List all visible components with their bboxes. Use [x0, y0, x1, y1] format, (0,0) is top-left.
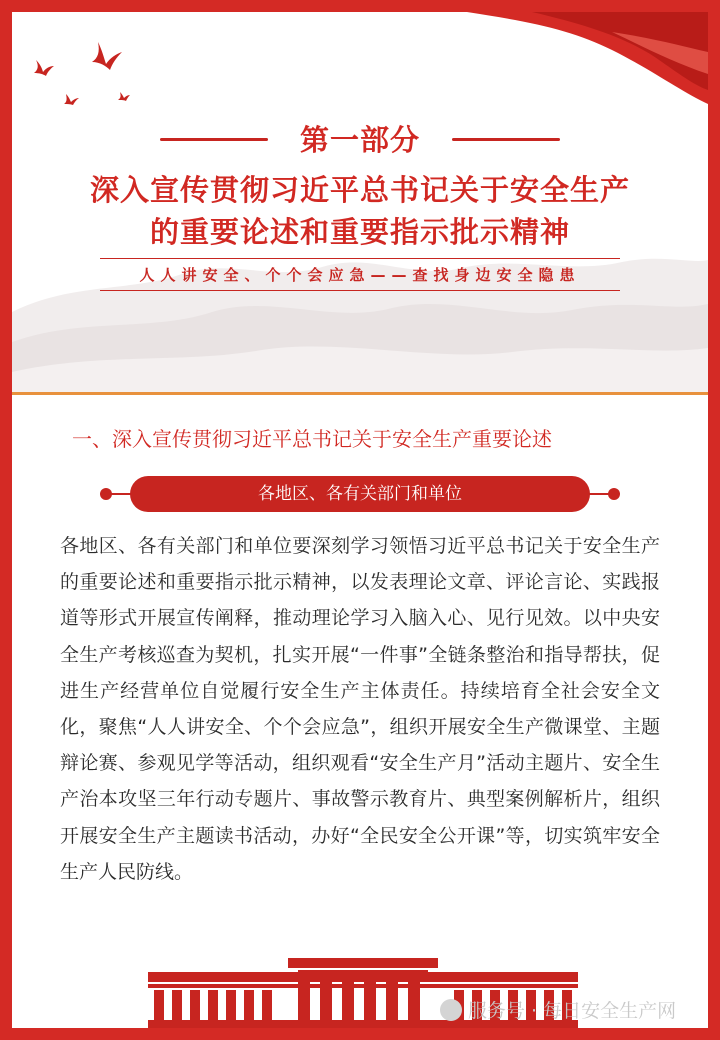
section-heading: 一、深入宣传贯彻习近平总书记关于安全生产重要论述 — [72, 427, 552, 451]
pill-dot-right — [608, 488, 620, 500]
slogan: 人人讲安全、个个会应急——查找身边安全隐患 — [139, 266, 581, 284]
section-divider — [12, 392, 708, 395]
main-title-line-2: 的重要论述和重要指示批示精神 — [149, 215, 570, 249]
wechat-icon — [440, 999, 462, 1021]
flying-doves-icon — [12, 12, 162, 122]
watermark — [440, 996, 676, 1026]
slogan-top-line — [100, 258, 620, 259]
pill-label: 各地区、各有关部门和单位 — [130, 476, 590, 512]
pill-line-right — [586, 493, 610, 495]
body-paragraph: 各地区、各有关部门和单位要深刻学习领悟习近平总书记关于安全生产的重要论述和重要指示批示精神，以发表理论文章、评论言论、实践报道等形式开展宣传阐释，推动理论学习入脑入心、见行见效。以中央安全生产考核巡查为契机，扎实开展“一件事”全链条整治和指导帮扶，促进生产经营单位自觉履行安全生产主体责任。持续培育全社会安全文化，聚焦“人人讲安全、个个会应急”，组织开展安全生产微课堂、主题辩论赛、参观见学等活动，组织观看“安全生产月”活动主题片、安全生产治本攻坚三年行动专题片、事故警示教育片、典型案例解析片，组织开展安全生产主题读书活动，办好“全民安全公开课”等，切实筑牢安全生产人民防线。 — [60, 535, 660, 883]
watermark-text: 服务号 · 每日安全生产网 — [468, 1000, 677, 1022]
main-title-line-1: 深入宣传贯彻习近平总书记关于安全生产 — [89, 173, 630, 207]
slogan-bottom-line — [100, 290, 620, 291]
part-title: 第一部分 — [299, 123, 420, 157]
subsection-label — [100, 476, 620, 512]
